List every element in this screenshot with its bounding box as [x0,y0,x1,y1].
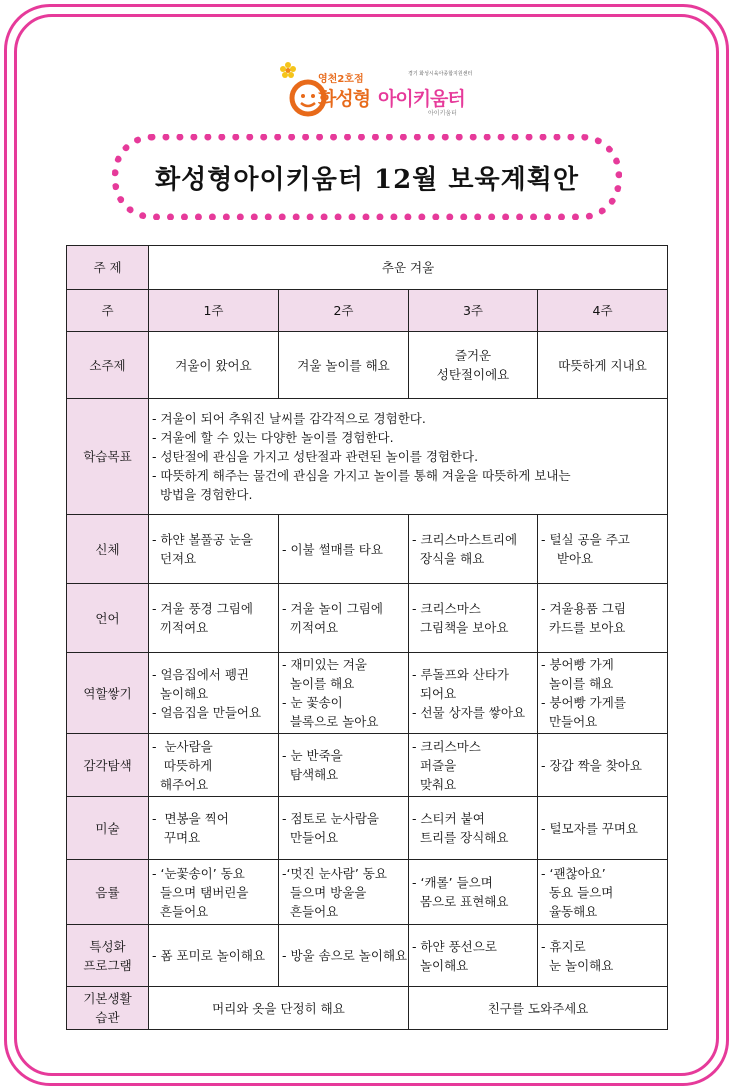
text-line: - 하얀 풍선으로 [412,938,497,954]
activity-cell [538,653,668,734]
text-line: - 크리스마스트리에 [412,532,518,547]
text-line: - 얼음집을 만들어요 [152,704,262,720]
activity-label [67,515,149,584]
text-line: - 붕어빵 가게 [541,657,614,672]
text-line: - ‘괜찮아요’ [541,865,606,881]
text-line: - 겨울이 되어 추워진 날씨를 감각적으로 경험한다. [152,411,426,426]
text-line: 맞춰요 [412,776,457,792]
activity-cell [538,860,668,925]
text-line: - 눈 반죽을 [282,748,343,763]
week-2: 2주 [279,290,409,332]
activity-cell [149,797,279,860]
activity-cell [409,584,538,653]
theme-value: 추운 겨울 [149,246,668,290]
text-line: - 크리스마스 [412,738,481,754]
activity-row [67,860,668,925]
activity-cell [279,515,409,584]
activity-label [67,797,149,860]
text-line: 놀이해요 [412,957,469,973]
text-line: 해주어요 [152,776,209,792]
brand-subtitle: 아이키움터 [428,110,457,117]
activity-row [67,797,668,860]
week-4: 4주 [538,290,668,332]
activity-cell [149,860,279,925]
activity-cell [409,860,538,925]
text-line: 던져요 [152,551,197,566]
activity-row [67,734,668,797]
text-line: - 털모자를 꾸며요 [541,820,638,836]
title-box [112,134,622,220]
brand-name-right: 아이키움터 [378,88,465,110]
activity-label [67,860,149,925]
activity-cell [279,734,409,797]
text-line: 따뜻하게 지내요 [558,357,647,373]
text-line: - 눈 꽃송이 [282,695,343,710]
text-line: 트리를 장식해요 [412,830,509,845]
text-line: - 겨울용품 그림 [541,601,626,616]
habits-left: 머리와 옷을 단정히 해요 [149,987,409,1030]
activity-cell [409,515,538,584]
text-line: 율동해요 [541,903,598,919]
activity-cell [279,860,409,925]
text-line: 감각탐색 [83,757,132,773]
text-line: 프로그램 [83,957,132,973]
brand-name-left: 화성형 [318,88,371,110]
text-line: 꾸며요 [152,830,201,845]
org-label: 경기 화성시육아종합지원센터 [408,71,473,77]
text-line: 즐거운 [454,348,492,363]
text-line: 그림책을 보아요 [412,620,509,635]
goals-text [149,399,668,515]
plan-table [66,245,668,1030]
text-line: - 선물 상자를 쌓아요 [412,704,526,720]
text-line: - 방울 솜으로 놀이해요 [282,948,408,963]
text-line: - 크리스마스 [412,601,481,616]
text-line: - ‘캐롤’ 들으며 [412,875,493,890]
text-line: 카드를 보아요 [541,620,626,635]
text-line: 따뜻하게 [152,757,213,773]
activity-cell [149,653,279,734]
text-line: 만들어요 [282,830,339,845]
text-line: 되어요 [412,685,457,701]
theme-label: 주 제 [67,246,149,290]
text-line: 겨울이 왔어요 [175,357,252,373]
habits-row [67,987,668,1030]
habits-label [67,987,149,1030]
text-line: 들으며 방울을 [282,884,367,900]
habits-right: 친구를 도와주세요 [409,987,668,1030]
text-line: 겨울 놀이를 해요 [297,357,390,373]
subtheme-cell [279,332,409,399]
text-line: 놀이해요 [152,685,209,701]
activity-label [67,653,149,734]
activity-cell [279,797,409,860]
activity-row [67,653,668,734]
activity-label [67,584,149,653]
activity-row [67,925,668,987]
subtheme-cell [409,332,538,399]
activity-cell [409,925,538,987]
logo [278,62,478,126]
activity-cell [279,584,409,653]
text-line: 장식을 해요 [412,551,485,566]
text-line: - 이불 썰매를 타요 [282,541,383,557]
text-line: - 루돌프와 산타가 [412,666,509,682]
text-line: 흔들어요 [152,903,209,919]
text-line: 눈 놀이해요 [541,957,614,973]
activity-cell [149,734,279,797]
text-line: 기본생활 [83,991,132,1006]
text-line: - 점토로 눈사람을 [282,811,379,826]
text-line: 탐색해요 [282,767,339,782]
text-line: - 성탄절에 관심을 가지고 성탄절과 관련된 놀이를 경험한다. [152,449,479,464]
text-line: - 휴지로 [541,938,586,954]
text-line: 끼적여요 [152,620,209,635]
theme-row [67,246,668,290]
activity-cell [149,515,279,584]
text-line: 몸으로 표현해요 [412,894,509,909]
text-line: - 얼음집에서 펭귄 [152,666,249,682]
text-line: - 겨울 풍경 그림에 [152,601,253,616]
activity-row [67,584,668,653]
goals-row [67,399,668,515]
page-title: 화성형아이키움터 12월 보육계획안 [155,164,579,195]
activity-cell [409,797,538,860]
activity-cell [538,515,668,584]
week-3: 3주 [409,290,538,332]
text-line: - 털실 공을 주고 [541,532,630,547]
text-line: 음률 [95,884,120,900]
text-line: 역할쌓기 [83,685,132,701]
week-1: 1주 [149,290,279,332]
text-line: - 하얀 볼풀공 눈을 [152,532,253,547]
text-line: - 눈사람을 [152,738,213,754]
text-line: 받아요 [541,551,594,566]
text-line: 놀이를 해요 [282,676,355,691]
activity-rows [67,515,668,987]
text-line: 만들어요 [541,714,598,729]
week-label: 주 [67,290,149,332]
text-line: 퍼즐을 [412,757,457,773]
text-line: 흔들어요 [282,903,339,919]
text-line: 신체 [95,541,120,557]
week-row [67,290,668,332]
goals-label: 학습목표 [67,399,149,515]
text-line: 미술 [95,820,120,836]
text-line: - 폼 포미로 놀이해요 [152,948,266,963]
text-line: - ‘눈꽃송이’ 동요 [152,865,245,881]
text-line: 습관 [95,1010,120,1025]
text-line: - 겨울 놀이 그림에 [282,601,383,616]
text-line: - 겨울에 할 수 있는 다양한 놀이를 경험한다. [152,430,394,445]
activity-cell [279,925,409,987]
subtheme-cell [149,332,279,399]
text-line: 놀이를 해요 [541,676,614,691]
text-line: 언어 [95,610,120,626]
activity-row [67,515,668,584]
activity-cell [409,734,538,797]
activity-cell [279,653,409,734]
activity-cell [538,734,668,797]
activity-cell [149,584,279,653]
activity-cell [409,653,538,734]
text-line: - 스티커 붙여 [412,811,485,826]
text-line: 블록으로 놀아요 [282,714,379,729]
activity-label [67,734,149,797]
activity-cell [149,925,279,987]
activity-cell [538,925,668,987]
activity-label [67,925,149,987]
activity-cell [538,584,668,653]
branch-label: 영천2호점 [318,74,364,85]
text-line: - 재미있는 겨울 [282,657,367,672]
text-line: 특성화 [89,938,126,954]
text-line: - 장갑 짝을 찾아요 [541,757,642,773]
activity-cell [538,797,668,860]
subtheme-label: 소주제 [67,332,149,399]
text-line: 성탄절이에요 [436,367,510,382]
text-line: - 면봉을 찍어 [152,811,229,826]
text-line: - 따뜻하게 해주는 물건에 관심을 가지고 놀이를 통해 겨울을 따뜻하게 보내는 [152,468,571,483]
subtheme-cell [538,332,668,399]
text-line: 동요 들으며 [541,884,614,900]
text-line: 방법을 경험한다. [152,487,253,502]
text-line: 끼적여요 [282,620,339,635]
text-line: -‘멋진 눈사람’ 동요 [282,865,387,881]
subtheme-row [67,332,668,399]
text-line: 들으며 탬버린을 [152,884,249,900]
text-line: - 붕어빵 가게를 [541,695,626,710]
